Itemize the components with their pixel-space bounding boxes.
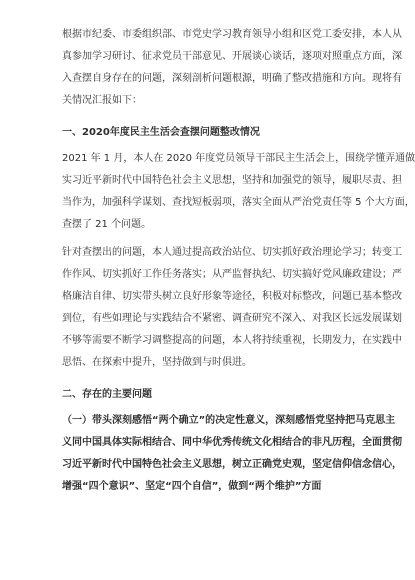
intro-line: 真参加学习研讨、征求党员干部意见、开展谈心谈话，逐项对照重点方面，深 [62, 51, 402, 62]
intro-line: 入查摆自身存在的问题，深刻剖析问题根源，明确了整改措施和方向。现将有 [62, 73, 402, 84]
paragraph-line: 2021 年 1 月，本人在 2020 年度党员领导干部民主生活会上，围绕学懂弄通做 [62, 153, 415, 164]
paragraph-line: 义同中国具体实际相结合、同中华优秀传统文化相结合的非凡历程，全面贯彻 [62, 437, 402, 448]
paragraph-line: 格廉洁自律、切实带头树立良好形象等途径，积极对标整改，问题已基本整改 [62, 291, 402, 302]
paragraph-line: （一）带头深刻感悟“两个确立”的决定性意义，深刻感悟党坚持把马克思主 [62, 415, 396, 426]
paragraph-line: 习近平新时代中国特色社会主义思想，树立正确党史观，坚定信仰信念信心， [62, 459, 402, 470]
paragraph-line: 到位，有些如理论与实践结合不紧密、调查研究不深入、对我区长远发展谋划 [62, 313, 402, 324]
paragraph-line: 针对查摆出的问题，本人通过提高政治站位、切实抓好政治理论学习；转变工 [62, 247, 402, 258]
paragraph-line: 思悟、在探索中提升，坚持做到与时俱进。 [62, 357, 252, 368]
paragraph-line: 不够等需要不断学习调整提高的问题，本人将持续重视，长期发力，在实践中 [62, 335, 402, 346]
paragraph-line: 当作为，加强科学谋划、查找短板弱项，落实全面从严治党责任等 5 个大方面， [62, 197, 415, 208]
paragraph-line: 作作风、切实抓好工作任务落实；从严监督执纪、切实搞好党风廉政建设；严 [62, 269, 402, 280]
section2-item-1 [62, 410, 402, 498]
intro-line: 关情况汇报如下： [62, 95, 142, 106]
section1-heading: 一、2020年度民主生活会查摆问题整改情况 [62, 127, 260, 138]
paragraph-line: 实习近平新时代中国特色社会主义思想，坚持和加强党的领导，履职尽责、担 [62, 175, 402, 186]
section1-paragraph-1 [62, 148, 415, 236]
intro-paragraph [62, 24, 402, 112]
paragraph-line: 增强“四个意识”、坚定“四个自信”，做到“两个维护”方面 [62, 481, 322, 492]
section1-paragraph-2 [62, 242, 402, 374]
section2-heading: 二、存在的主要问题 [62, 389, 152, 400]
intro-line: 根据市纪委、市委组织部、市党史学习教育领导小组和区党工委安排，本人从 [62, 29, 402, 40]
paragraph-line: 查摆了 21 个问题。 [62, 219, 152, 230]
